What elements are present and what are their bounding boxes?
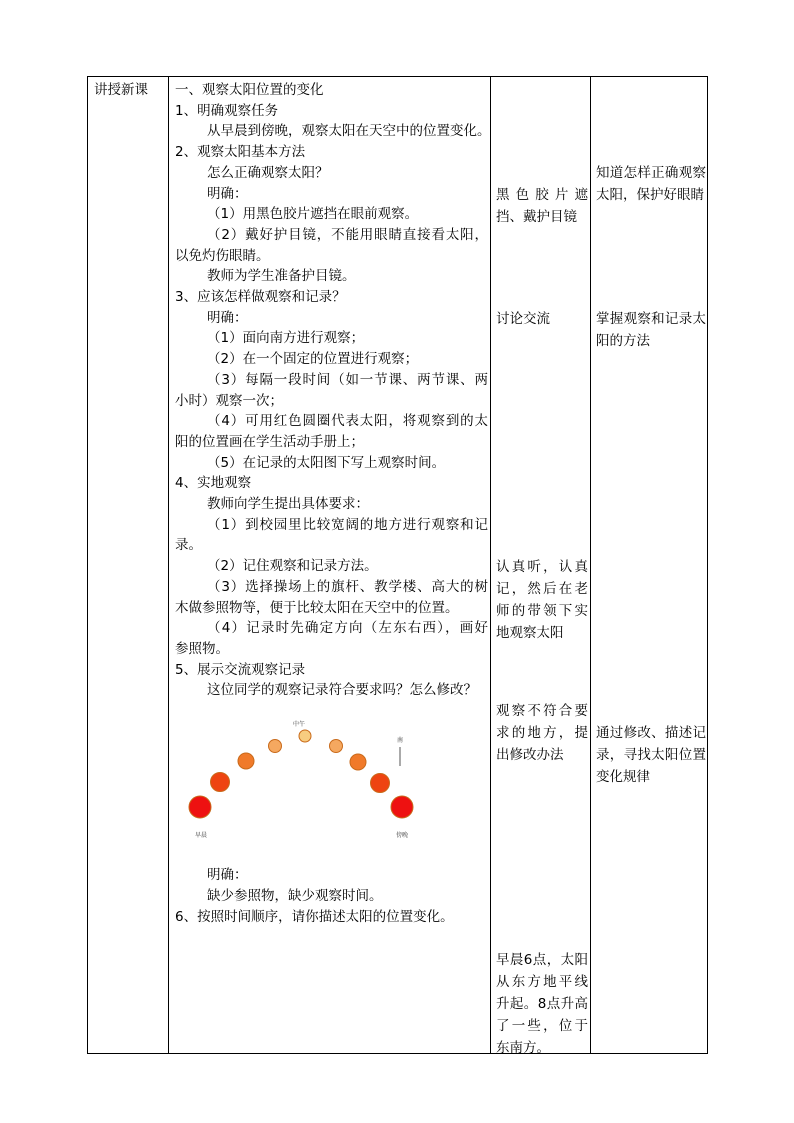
student-activity-5: 早晨6点，太阳从东方地平线升起。8点升高了一些，位于东南方。 [496, 952, 588, 1056]
lesson-plan-table [87, 76, 708, 1054]
step-4-intro: 教师向学生提出具体要求： [207, 496, 369, 513]
step-5-question: 这位同学的观察记录符合要求吗？怎么修改？ [207, 682, 477, 699]
label-morning: 早晨 [195, 832, 208, 840]
student-activity-1: 黑色胶片遮挡、戴护目镜 [496, 187, 588, 225]
step-3-item-3a: （3）每隔一段时间（如一节课、两节课、两 [207, 371, 488, 388]
step-4-item-1a: （1）到校园里比较宽阔的地方进行观察和记 [207, 516, 488, 533]
step-2-title: 2、观察太阳基本方法 [175, 144, 306, 161]
step-4-item-3b: 木做参照物等，便于比较太阳在天空中的位置。 [175, 599, 459, 616]
step-4-item-2: （2）记住观察和记录方法。 [207, 558, 378, 575]
step-4-item-1b: 录。 [175, 537, 202, 554]
section-label: 讲授新课 [94, 82, 148, 98]
step-5-clarify: 明确： [207, 867, 248, 884]
step-3-item-1: （1）面向南方进行观察； [207, 330, 365, 347]
step-2-question: 怎么正确观察太阳？ [207, 164, 329, 181]
step-6-title: 6、按照时间顺序，请你描述太阳的位置变化。 [175, 908, 454, 925]
step-3-item-4a: （4）可用红色圆圈代表太阳，将观察到的太 [207, 413, 488, 430]
step-4-item-4b: 参照物。 [175, 640, 229, 657]
sun-evening [391, 796, 413, 818]
step-1-text: 从早晨到傍晚，观察太阳在天空中的位置变化。 [207, 123, 491, 140]
step-2-teacher-note: 教师为学生准备护目镜。 [207, 268, 356, 285]
student-activity-2: 讨论交流 [496, 311, 550, 327]
step-3-item-4b: 阳的位置画在学生活动手册上； [175, 433, 364, 450]
step-3-item-3b: 小时）观察一次； [175, 392, 283, 409]
column-divider [590, 77, 591, 1053]
step-3-item-5: （5）在记录的太阳图下写上观察时间。 [207, 454, 446, 471]
step-2-item-2a: （2）戴好护目镜，不能用眼睛直接看太阳， [207, 226, 488, 243]
sun-position-6 [330, 740, 343, 753]
step-3-title: 3、应该怎样做观察和记录？ [175, 289, 346, 306]
step-2-item-1: （1）用黑色胶片遮挡在眼前观察。 [207, 206, 419, 223]
step-5-title: 5、展示交流观察记录 [175, 661, 306, 678]
sun-morning [189, 796, 211, 818]
sun-position-diagram [175, 701, 485, 865]
step-5-answer: 缺少参照物，缺少观察时间。 [207, 887, 383, 904]
label-evening: 傍晚 [396, 832, 409, 840]
sun-noon [299, 730, 311, 742]
student-activity-3: 认真听，认真记，然后在老师的带领下实地观察太阳 [496, 559, 588, 641]
column-divider [168, 77, 169, 1053]
sun-position-2 [211, 773, 230, 792]
step-2-item-2b: 以免灼伤眼睛。 [175, 247, 270, 264]
step-4-item-4a: （4）记录时先确定方向（左东右西），画好 [207, 620, 488, 637]
step-3-clarify: 明确： [207, 309, 248, 326]
student-activity-4: 观察不符合要求的地方，提出修改办法 [496, 703, 588, 763]
design-intent-2: 掌握观察和记录太阳的方法 [596, 311, 706, 349]
step-2-clarify: 明确： [207, 185, 248, 202]
step-4-item-3a: （3）选择操场上的旗杆、教学楼、高大的树 [207, 578, 488, 595]
teaching-content [175, 80, 491, 927]
sun-position-7 [350, 754, 366, 770]
sun-position-4 [269, 740, 282, 753]
sun-position-3 [238, 753, 254, 769]
step-1-title: 1、明确观察任务 [175, 102, 279, 119]
sun-position-8 [371, 774, 390, 793]
step-3-item-2: （2）在一个固定的位置进行观察； [207, 351, 419, 368]
step-4-title: 4、实地观察 [175, 475, 252, 492]
design-intent-3: 通过修改、描述记录，寻找太阳位置变化规律 [596, 725, 706, 785]
design-intent-1: 知道怎样正确观察太阳，保护好眼睛 [596, 165, 706, 203]
heading-observe-sun: 一、观察太阳位置的变化 [175, 82, 324, 98]
label-south: 南 [397, 737, 404, 745]
column-divider [490, 77, 491, 1053]
label-noon: 中午 [293, 721, 306, 729]
